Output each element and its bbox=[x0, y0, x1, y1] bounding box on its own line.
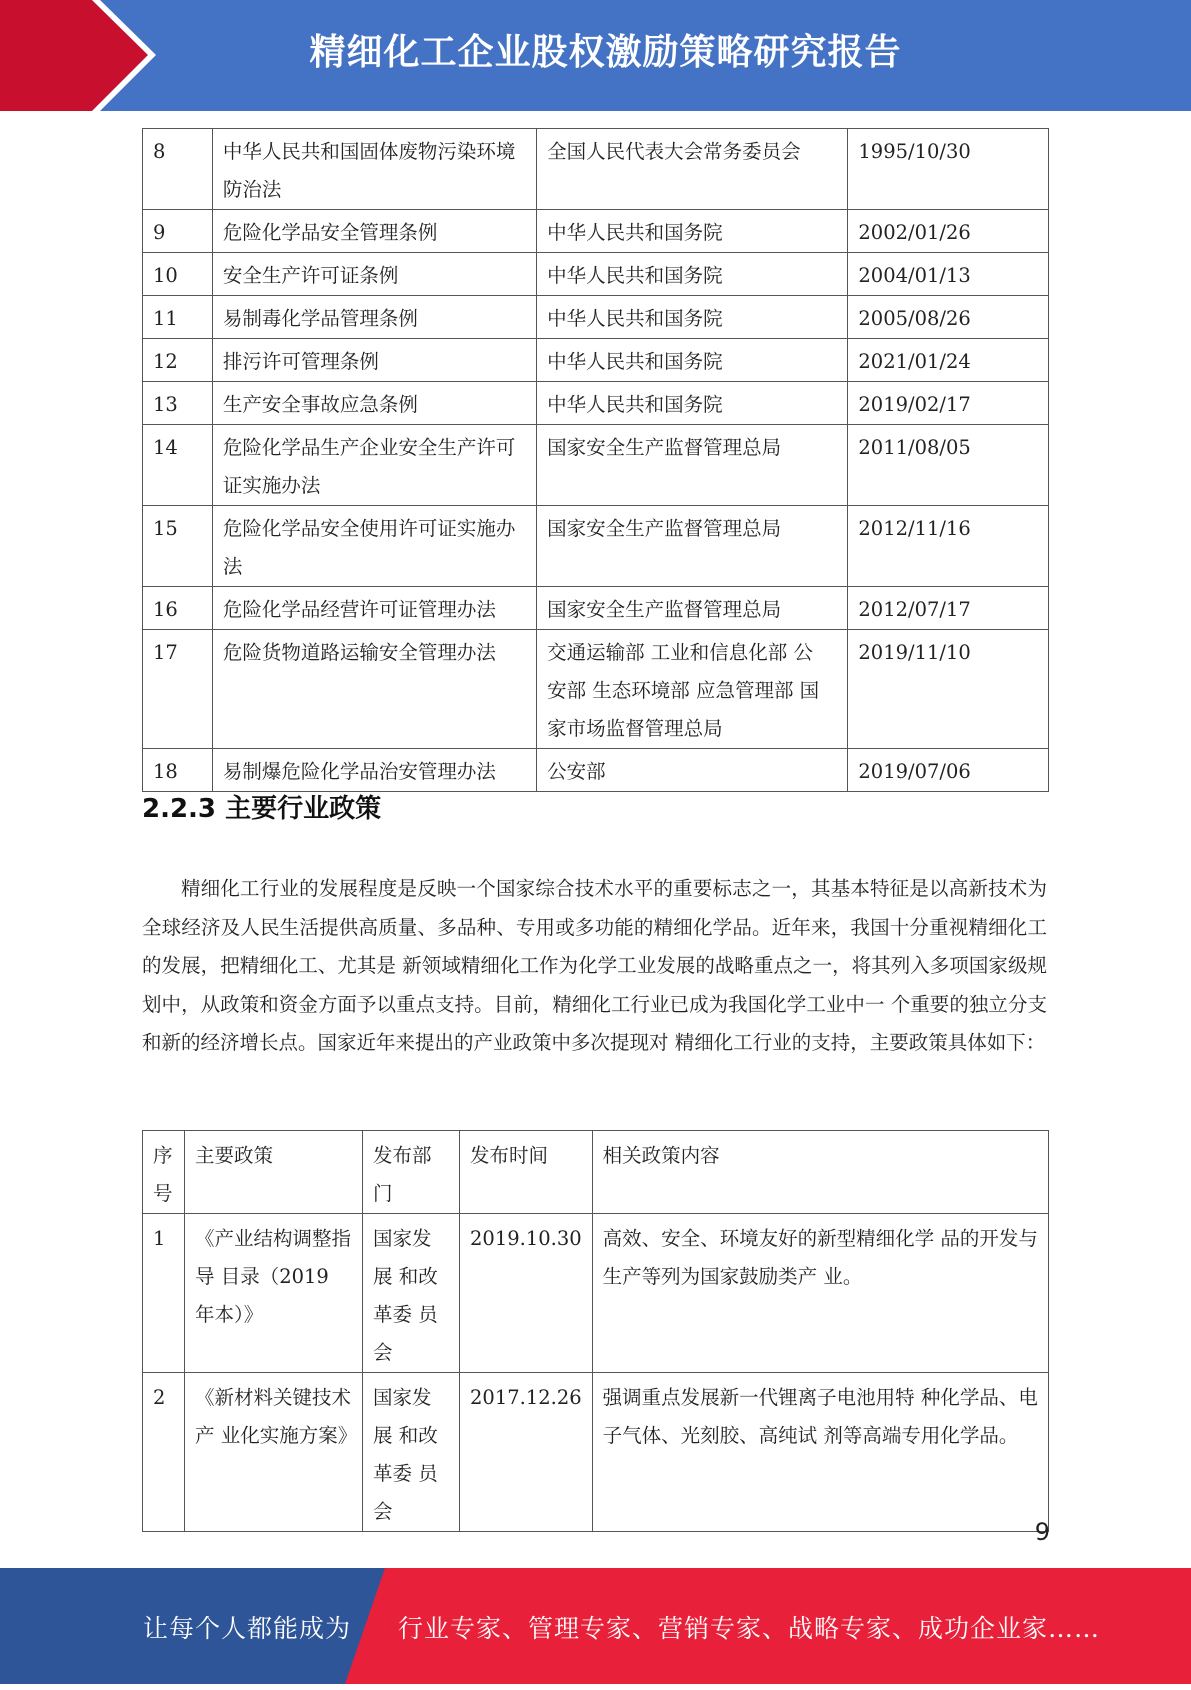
table-cell: 交通运输部 工业和信息化部 公 安部 生态环境部 应急管理部 国家市场监督管理总局 bbox=[537, 630, 848, 749]
table-header-row bbox=[143, 1131, 1049, 1214]
table-cell: 2004/01/13 bbox=[848, 253, 1049, 296]
column-header: 序号 bbox=[143, 1131, 185, 1214]
column-header: 发布部门 bbox=[363, 1131, 460, 1214]
column-header: 发布时间 bbox=[460, 1131, 593, 1214]
section-heading: 2.2.3 主要行业政策 bbox=[142, 794, 382, 824]
table-cell: 2012/11/16 bbox=[848, 506, 1049, 587]
table-cell: 易制爆危险化学品治安管理办法 bbox=[212, 749, 536, 792]
table-row bbox=[143, 425, 1049, 506]
table-cell: 安全生产许可证条例 bbox=[212, 253, 536, 296]
table-row bbox=[143, 210, 1049, 253]
page-header bbox=[0, 0, 1191, 111]
table-row bbox=[143, 630, 1049, 749]
table-row bbox=[143, 296, 1049, 339]
table-cell: 15 bbox=[143, 506, 213, 587]
table-cell: 国家发展 和改革委 员会 bbox=[363, 1214, 460, 1373]
table-cell: 中华人民共和国务院 bbox=[537, 253, 848, 296]
table-cell: 高效、安全、环境友好的新型精细化学 品的开发与生产等列为国家鼓励类产 业。 bbox=[592, 1214, 1048, 1373]
column-header: 主要政策 bbox=[185, 1131, 363, 1214]
report-title: 精细化工企业股权激励策略研究报告 bbox=[309, 32, 902, 73]
table-cell: 生产安全事故应急条例 bbox=[212, 382, 536, 425]
table-cell: 2019/07/06 bbox=[848, 749, 1049, 792]
table-cell: 8 bbox=[143, 129, 213, 210]
table-cell: 危险化学品生产企业安全生产许可证实施办法 bbox=[212, 425, 536, 506]
page-number: 9 bbox=[1034, 1518, 1050, 1546]
table-cell: 中华人民共和国固体废物污染环境防治法 bbox=[212, 129, 536, 210]
column-header: 相关政策内容 bbox=[592, 1131, 1048, 1214]
table-cell: 17 bbox=[143, 630, 213, 749]
table-row bbox=[143, 1373, 1049, 1532]
table-cell: 中华人民共和国务院 bbox=[537, 339, 848, 382]
table-cell: 10 bbox=[143, 253, 213, 296]
table-cell: 中华人民共和国务院 bbox=[537, 382, 848, 425]
table-cell: 2011/08/05 bbox=[848, 425, 1049, 506]
table-cell: 国家安全生产监督管理总局 bbox=[537, 425, 848, 506]
table-cell: 2002/01/26 bbox=[848, 210, 1049, 253]
table-cell: 2019.10.30 bbox=[460, 1214, 593, 1373]
section-paragraph: 精细化工行业的发展程度是反映一个国家综合技术水平的重要标志之一，其基本特征是以高新技术为全球经济及人民生活提供高质量、多品种、专用或多功能的精细化学品。近年来，我国十分重视精细化工的发展，把精细化工、尤其是 新领域精细化工作为化学工业发展的战略重点之一，将其列入多项国家级规划中，从政策和资金方面予以重点支持。目前，精细化工行业已成为我国化学工业中一 个重要的独立分支和新的经济增长点。国家近年来提出的产业政策中多次提现对 精细化工行业的支持，主要政策具体如下： bbox=[142, 877, 1047, 1054]
table-cell: 18 bbox=[143, 749, 213, 792]
table-cell: 国家安全生产监督管理总局 bbox=[537, 506, 848, 587]
table-row bbox=[143, 382, 1049, 425]
table-cell: 易制毒化学品管理条例 bbox=[212, 296, 536, 339]
table-cell: 公安部 bbox=[537, 749, 848, 792]
table-cell: 12 bbox=[143, 339, 213, 382]
table-cell: 国家安全生产监督管理总局 bbox=[537, 587, 848, 630]
table-cell: 16 bbox=[143, 587, 213, 630]
table-cell: 排污许可管理条例 bbox=[212, 339, 536, 382]
table-cell: 2005/08/26 bbox=[848, 296, 1049, 339]
table-cell: 13 bbox=[143, 382, 213, 425]
table-row bbox=[143, 339, 1049, 382]
table-cell: 2017.12.26 bbox=[460, 1373, 593, 1532]
table-cell: 1 bbox=[143, 1214, 185, 1373]
table-row bbox=[143, 129, 1049, 210]
table-cell: 中华人民共和国务院 bbox=[537, 296, 848, 339]
footer-slogan-left: 让每个人都能成为 bbox=[143, 1614, 352, 1643]
table-cell: 1995/10/30 bbox=[848, 129, 1049, 210]
table-cell: 中华人民共和国务院 bbox=[537, 210, 848, 253]
table-cell: 危险化学品安全管理条例 bbox=[212, 210, 536, 253]
table-cell: 危险化学品安全使用许可证实施办法 bbox=[212, 506, 536, 587]
page-footer bbox=[0, 1568, 1191, 1684]
table-row bbox=[143, 749, 1049, 792]
policy-table bbox=[142, 1130, 1049, 1532]
table-cell: 国家发展 和改革委 员会 bbox=[363, 1373, 460, 1532]
table-cell: 《产业结构调整指导 目录（2019 年本）》 bbox=[185, 1214, 363, 1373]
table-cell: 2021/01/24 bbox=[848, 339, 1049, 382]
table-cell: 14 bbox=[143, 425, 213, 506]
table-cell: 2012/07/17 bbox=[848, 587, 1049, 630]
table-row bbox=[143, 253, 1049, 296]
table-row bbox=[143, 587, 1049, 630]
table-row bbox=[143, 506, 1049, 587]
table-cell: 2 bbox=[143, 1373, 185, 1532]
table-cell: 2019/11/10 bbox=[848, 630, 1049, 749]
footer-slogan-right: 行业专家、管理专家、营销专家、战略专家、成功企业家…… bbox=[398, 1614, 1101, 1643]
table-cell: 《新材料关键技术产 业化实施方案》 bbox=[185, 1373, 363, 1532]
table-cell: 危险化学品经营许可证管理办法 bbox=[212, 587, 536, 630]
table-cell: 2019/02/17 bbox=[848, 382, 1049, 425]
table-cell: 危险货物道路运输安全管理办法 bbox=[212, 630, 536, 749]
table-cell: 11 bbox=[143, 296, 213, 339]
table-cell: 全国人民代表大会常务委员会 bbox=[537, 129, 848, 210]
table-cell: 强调重点发展新一代锂离子电池用特 种化学品、电子气体、光刻胶、高纯试 剂等高端专用化学品。 bbox=[592, 1373, 1048, 1532]
table-cell: 9 bbox=[143, 210, 213, 253]
regulations-table bbox=[142, 128, 1049, 792]
table-row bbox=[143, 1214, 1049, 1373]
